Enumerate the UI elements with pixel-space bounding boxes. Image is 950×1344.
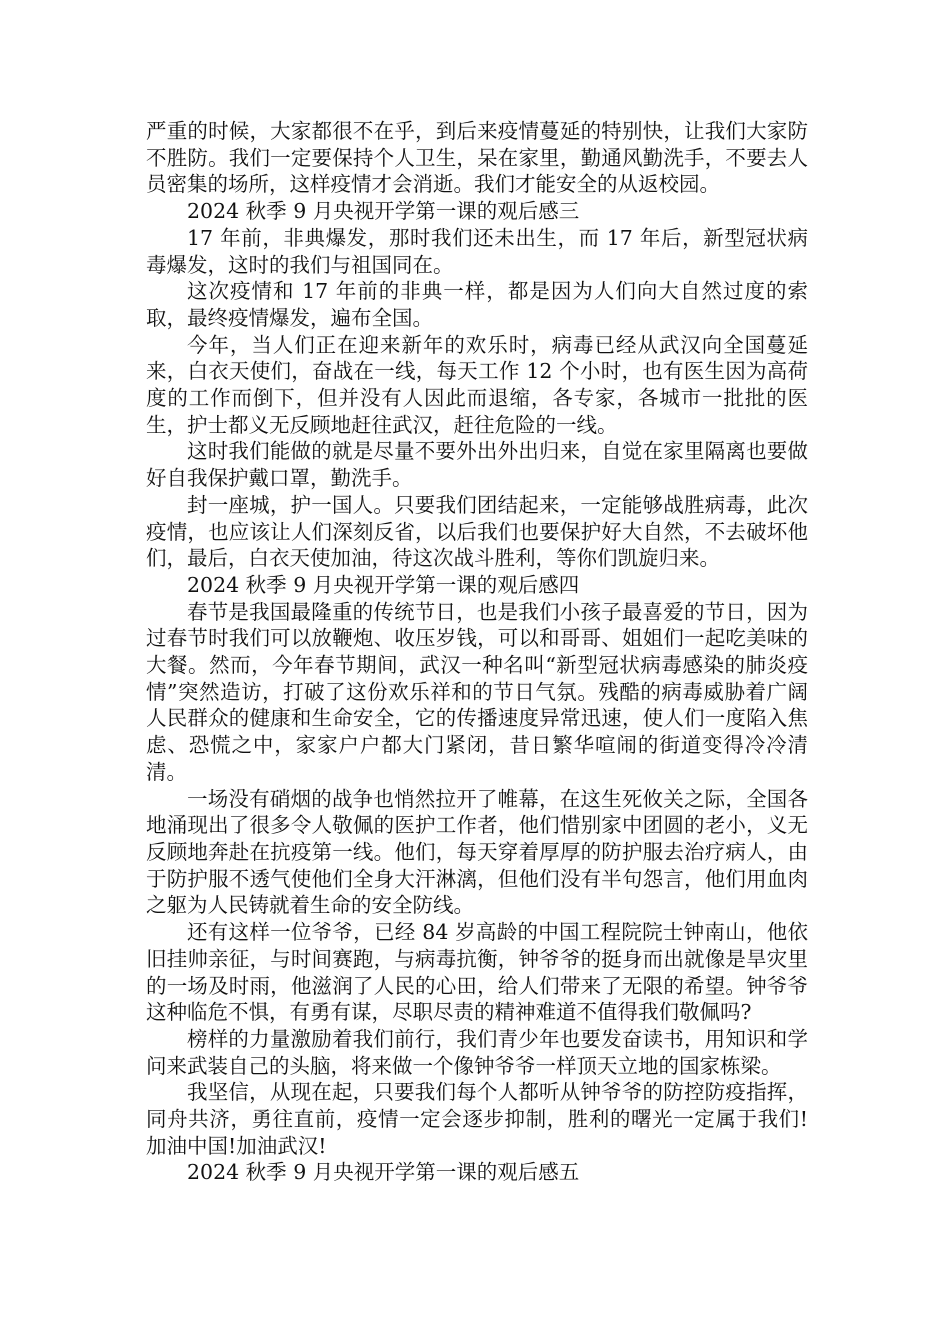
document-body <box>146 118 808 1186</box>
paragraph: 榜样的力量激励着我们前行，我们青少年也要发奋读书，用知识和学问来武装自己的头脑，将来做一个像钟爷爷一样顶天立地的国家栋梁。 <box>146 1026 808 1078</box>
paragraph: 今年，当人们正在迎来新年的欢乐时，病毒已经从武汉向全国蔓延来，白衣天使们，奋战在一线，每天工作 12 个小时，也有医生因为高荷度的工作而倒下，但并没有人因此而退缩，各专家，各城市一批批的医生，护士都义无反顾地赶往武汉，赶往危险的一线。 <box>146 332 808 437</box>
paragraph: 一场没有硝烟的战争也悄然拉开了帷幕，在这生死攸关之际，全国各地涌现出了很多令人敬佩的医护工作者，他们惜别家中团圆的老小，义无反顾地奔赴在抗疫第一线。他们，每天穿着厚厚的防护服去治疗病人，由于防护服不透气使他们全身大汗淋漓，但他们没有半句怨言，他们用血肉之躯为人民铸就着生命的安全防线。 <box>146 786 808 918</box>
essay-heading: 2024 秋季 9 月央视开学第一课的观后感四 <box>187 572 580 597</box>
paragraph: 我坚信，从现在起，只要我们每个人都听从钟爷爷的防控防疫指挥，同舟共济，勇往直前，疫情一定会逐步抑制，胜利的曙光一定属于我们!加油中国!加油武汉! <box>146 1080 808 1158</box>
paragraph: 封一座城，护一国人。只要我们团结起来，一定能够战胜病毒，此次疫情，也应该让人们深刻反省，以后我们也要保护好大自然，不去破坏他们，最后，白衣天使加油，待这次战斗胜利，等你们凯旋归来。 <box>146 492 808 571</box>
paragraph: 还有这样一位爷爷，已经 84 岁高龄的中国工程院院士钟南山，他依旧挂帅亲征，与时间赛跑，与病毒抗衡，钟爷爷的挺身而出就像是旱灾里的一场及时雨，他滋润了人民的心田，给人们带来了无限的希望。钟爷爷这种临危不惧，有勇有谋，尽职尽责的精神难道不值得我们敬佩吗? <box>146 920 808 1025</box>
essay-heading: 2024 秋季 9 月央视开学第一课的观后感三 <box>187 199 580 224</box>
paragraph: 17 年前，非典爆发，那时我们还未出生，而 17 年后，新型冠状病毒爆发，这时的我们与祖国同在。 <box>146 225 808 277</box>
essay-heading: 2024 秋季 9 月央视开学第一课的观后感五 <box>187 1160 580 1185</box>
paragraph: 严重的时候，大家都很不在乎，到后来疫情蔓延的特别快，让我们大家防不胜防。我们一定要保持个人卫生，呆在家里，勤通风勤洗手，不要去人员密集的场所，这样疫情才会消逝。我们才能安全的从返校园。 <box>146 119 808 197</box>
paragraph: 这时我们能做的就是尽量不要外出外出归来，自觉在家里隔离也要做好自我保护戴口罩，勤洗手。 <box>146 439 808 491</box>
paragraph: 春节是我国最隆重的传统节日，也是我们小孩子最喜爱的节日，因为过春节时我们可以放鞭炮、收压岁钱，可以和哥哥、姐姐们一起吃美味的大餐。然而，今年春节期间，武汉一种名叫“新型冠状病毒感染的肺炎疫情”突然造访，打破了这份欢乐祥和的节日气氛。残酷的病毒威胁着广阔人民群众的健康和生命安全，它的传播速度异常迅速，使人们一度陷入焦虑、恐慌之中，家家户户都大门紧闭，昔日繁华喧闹的街道变得冷冷清清。 <box>146 599 808 784</box>
paragraph: 这次疫情和 17 年前的非典一样，都是因为人们向大自然过度的索取，最终疫情爆发，遍布全国。 <box>146 279 808 330</box>
